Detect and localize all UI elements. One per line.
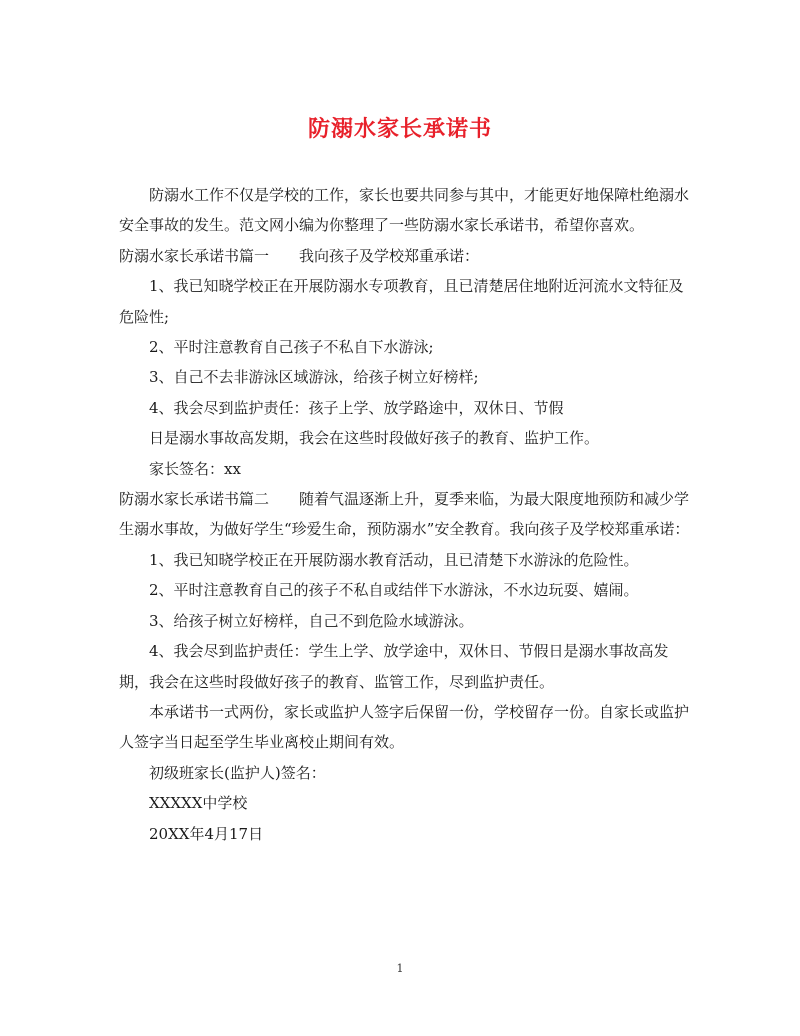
section2-closing: 本承诺书一式两份，家长或监护人签字后保留一份，学校留存一份。自家长或监护人签字当日起至学生毕业离校止期间有效。 <box>119 702 690 752</box>
section2-heading: 防溺水家长承诺书篇二 <box>119 490 270 509</box>
document-date: 20XX年4月17日 <box>149 824 264 843</box>
section2-item-4: 4、我会尽到监护责任：学生上学、放学途中，双休日、节假日是溺水事故高发期，我会在这些时段做好孩子的教育、监管工作，尽到监护责任。 <box>119 642 669 691</box>
section1-item-4-cont: 日是溺水事故高发期，我会在这些时段做好孩子的教育、监护工作。 <box>149 429 600 448</box>
document-body <box>119 180 691 849</box>
section2-item-3: 3、给孩子树立好榜样，自己不到危险水域游泳。 <box>149 611 474 630</box>
page-number: 1 <box>396 962 404 975</box>
page-title: 防溺水家长承诺书 <box>307 116 492 142</box>
section1-item-2: 2、平时注意教育自己孩子不私自下水游泳; <box>149 338 434 357</box>
section1-item-4: 4、我会尽到监护责任：孩子上学、放学路途中，双休日、节假 <box>149 398 564 417</box>
parent-signature-line: 初级班家长(监护人)签名： <box>149 763 326 782</box>
section1-item-3: 3、自己不去非游泳区域游泳，给孩子树立好榜样; <box>149 368 479 387</box>
section1-heading: 防溺水家长承诺书篇一 <box>119 246 270 265</box>
section2-heading-line <box>119 484 691 545</box>
section1-signature: 家长签名：xx <box>149 459 241 478</box>
section2-item-2: 2、平时注意教育自己的孩子不私自或结伴下水游泳，不水边玩耍、嬉闹。 <box>149 581 639 600</box>
intro-paragraph: 防溺水工作不仅是学校的工作，家长也要共同参与其中，才能更好地保障杜绝溺水安全事故的发生。范文网小编为你整理了一些防溺水家长承诺书，希望你喜欢。 <box>119 186 690 235</box>
section1-item-1: 1、我已知晓学校正在开展防溺水专项教育，且已清楚居住地附近河流水文特征及危险性; <box>119 277 684 326</box>
section2-item-1: 1、我已知晓学校正在开展防溺水教育活动，且已清楚下水游泳的危险性。 <box>149 550 639 569</box>
section1-lead: 我向孩子及学校郑重承诺： <box>299 246 480 265</box>
section1-heading-line <box>119 241 691 271</box>
section2-lead: 随着气温逐渐上升，夏季来临，为最大限度地预防和减少学生溺水事故，为做好学生“珍爱生命，预防溺水”安全教育。我向孩子及学校郑重承诺： <box>119 490 690 539</box>
school-name: XXXXX中学校 <box>149 794 248 813</box>
